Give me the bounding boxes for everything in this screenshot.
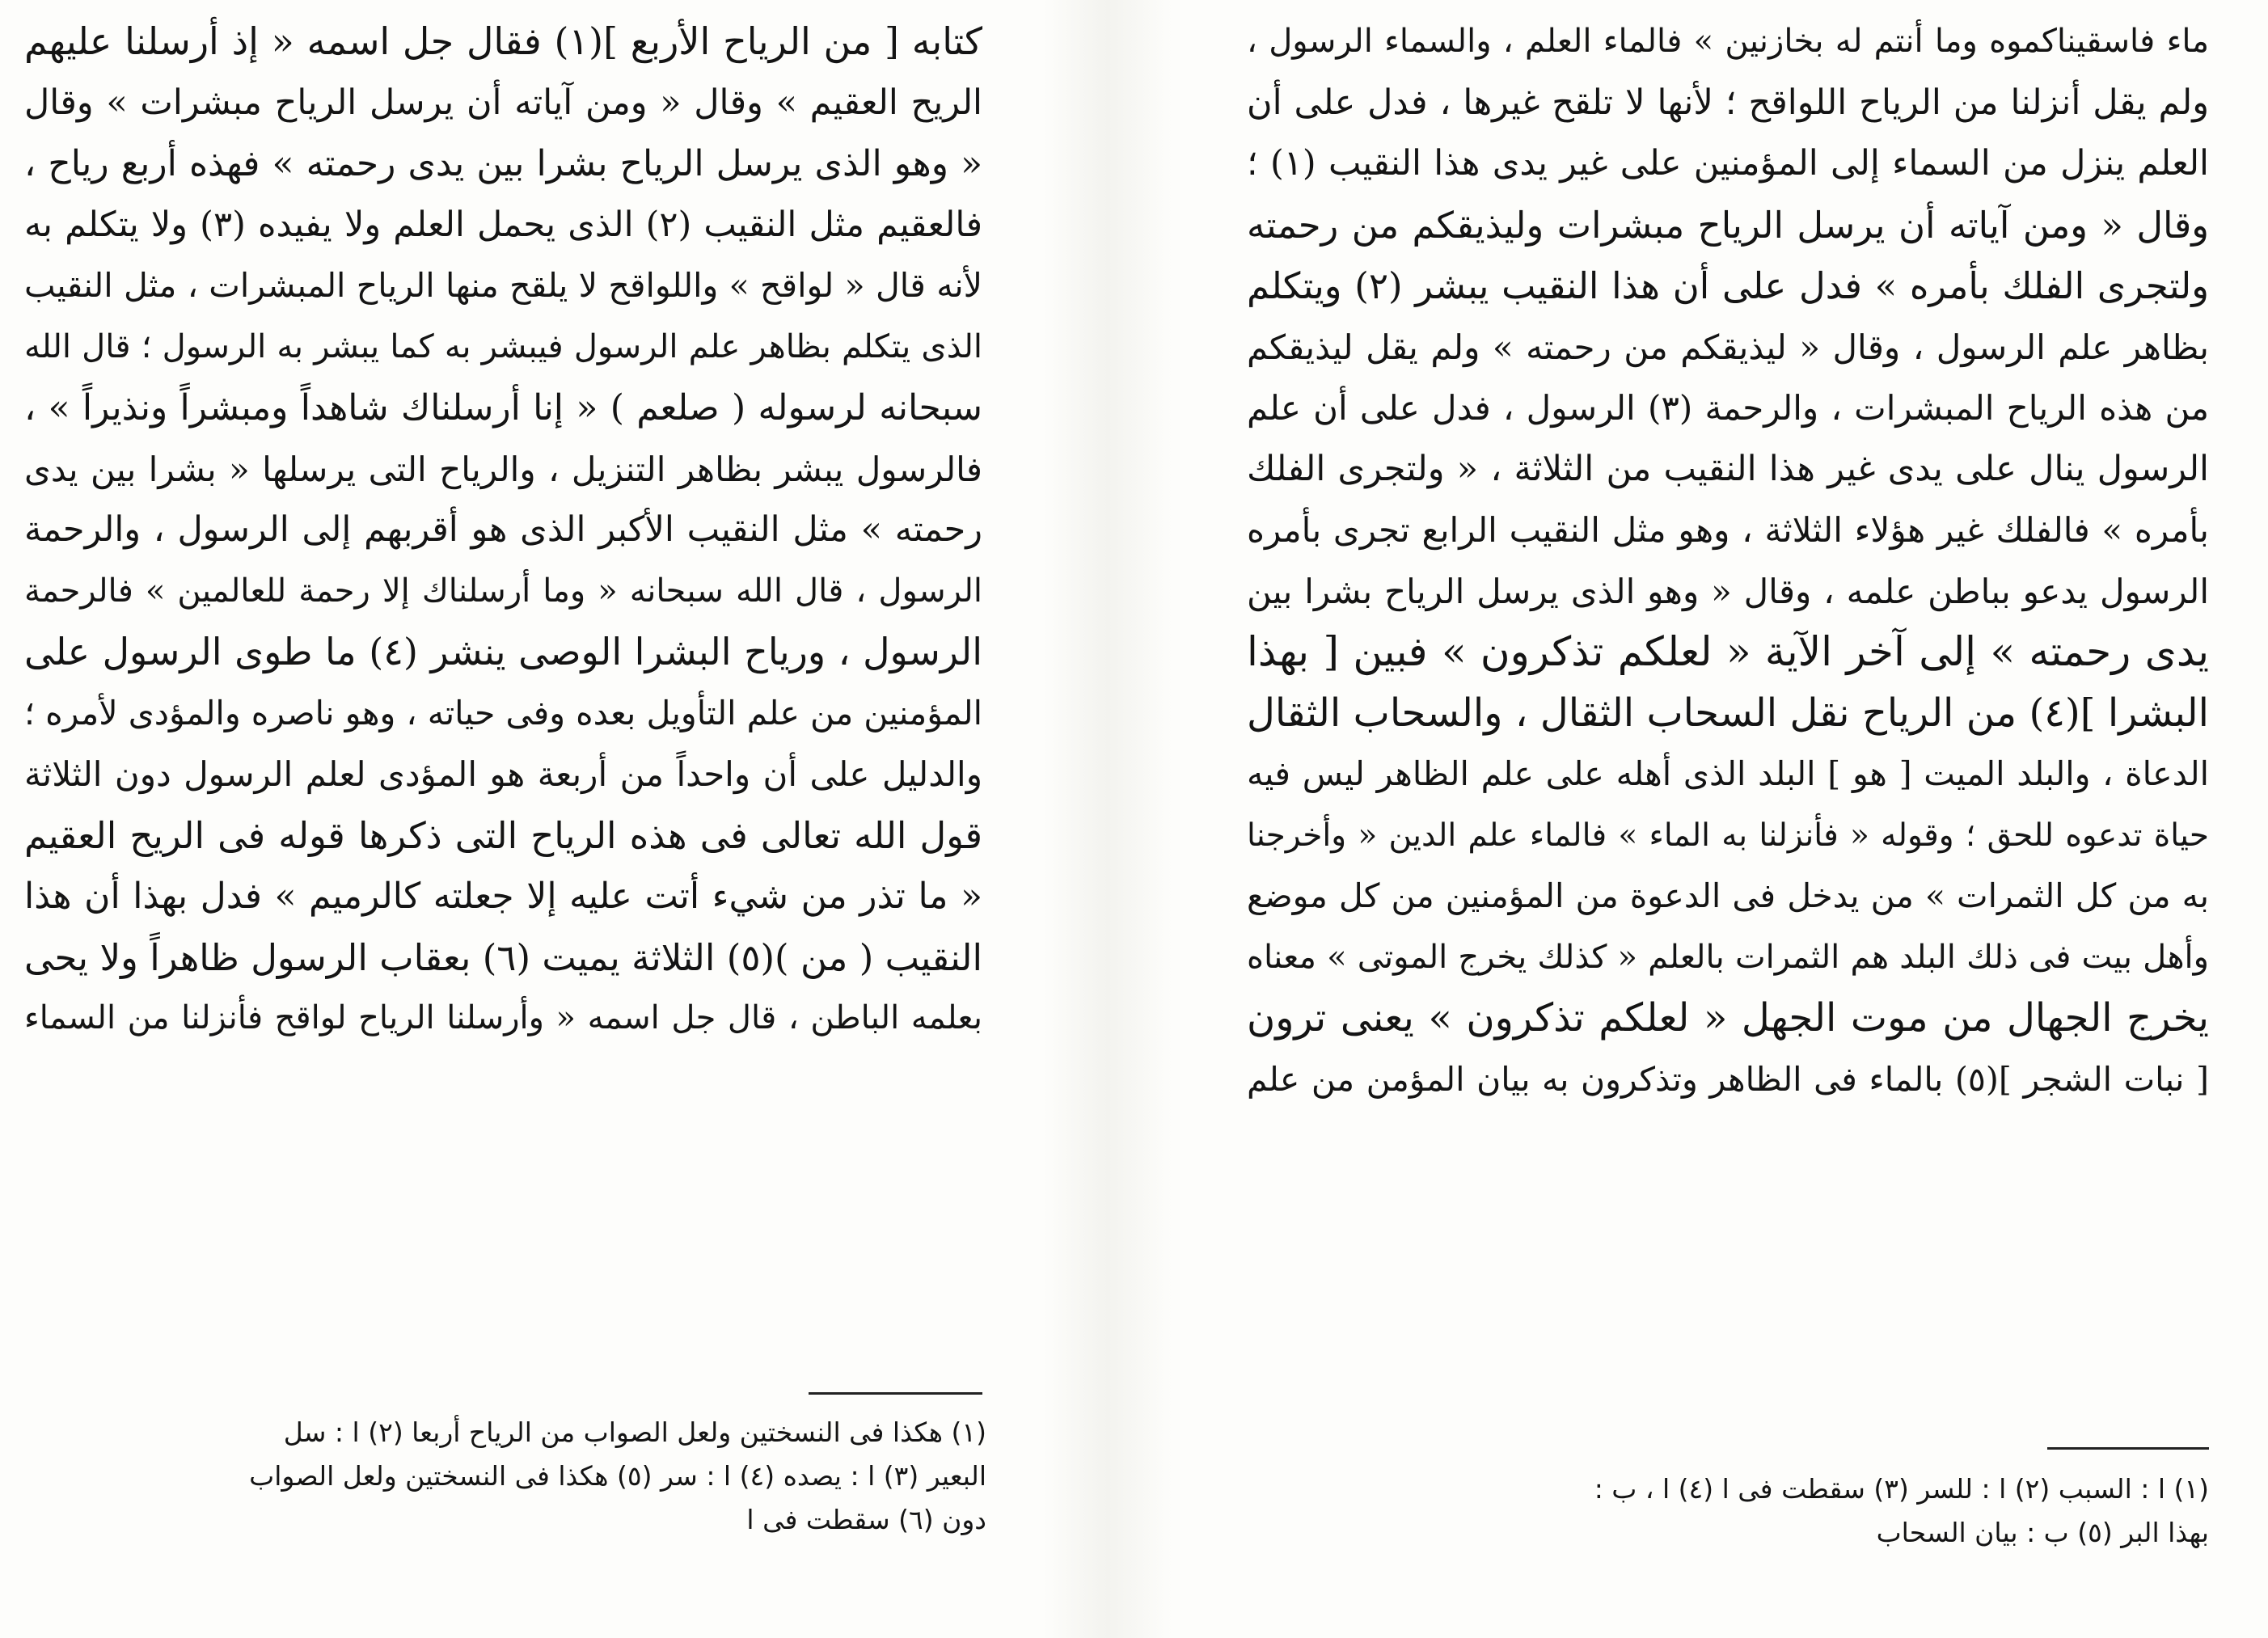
text-line: رحمته » مثل النقيب الأكبر الذى هو أقربهم إلى الرسول ، والرحمة (24, 509, 982, 550)
text-line: بظاهر علم الرسول ، وقال « ليذيقكم من رحمته » ولم يقل ليذيقكم (1247, 327, 2209, 367)
footnote-line: (١) ا : السبب (٢) ا : للسر (٣) سقطت فى ا (٤) ا ، ب : (1594, 1473, 2209, 1505)
text-line: سبحانه لرسوله ( صلعم ) « إنا أرسلناك شاهداً ومبشراً ونذيراً » ، (24, 387, 982, 428)
text-line: ولم يقل أنزلنا من الرياح اللواقح ؛ لأنها لا تلقح غيرها ، فدل على أن (1247, 82, 2209, 123)
text-line: ماء فاسقيناكموه وما أنتم له بخازنين » فالماء العلم ، والسماء الرسول ، (1247, 23, 2209, 60)
right-page-footnotes (1245, 1467, 2209, 1555)
text-line: بعلمه الباطن ، قال جل اسمه « وأرسلنا الرياح لواقح فأنزلنا من السماء (24, 999, 982, 1036)
right-page (1172, 0, 2268, 1638)
footnote-divider (809, 1392, 982, 1395)
text-line: الرسول ، قال الله سبحانه « وما أرسلناك إلا رحمة للعالمين » فالرحمة (24, 572, 982, 610)
text-line: النقيب ( من )(٥) الثلاثة يميت (٦) بعقاب الرسول ظاهراً ولا يحى (24, 935, 982, 979)
text-line: الدعاة ، والبلد الميت [ هو ] البلد الذى أهله على علم الظاهر ليس فيه (1247, 754, 2209, 793)
text-line: « وهو الذى يرسل الرياح بشرا بين يدى رحمته » فهذه أربع رياح ، (24, 143, 982, 184)
text-line: لأنه قال « لواقح » واللواقح لا يلقح منها الرياح المبشرات ، مثل النقيب (24, 266, 982, 305)
text-line: بأمره » فالفلك غير هؤلاء الثلاثة ، وهو مثل النقيب الرابع تجرى بأمره (1247, 510, 2209, 550)
text-line: الرسول ، ورياح البشرا الوصى ينشر (٤) ما طوى الرسول على (24, 630, 982, 673)
text-line: الذى يتكلم بظاهر علم الرسول فيبشر به كما يبشر به الرسول ؛ قال الله (24, 327, 982, 365)
left-page (0, 0, 1043, 1638)
left-page-footnotes (24, 1411, 986, 1542)
text-line: الريح العقيم » وقال « ومن آياته أن يرسل الرياح مبشرات » وقال (24, 82, 982, 123)
text-line: وأهل بيت فى ذلك البلد هم الثمرات بالعلم « كذلك يخرج الموتى » معناه (1247, 938, 2209, 976)
text-line: كتابه [ من الرياح الأربع ](١) فقال جل اسمه « إذ أرسلنا عليهم (24, 19, 982, 63)
footnote-line: بهذا البر (٥) ب : بيان السحاب (1876, 1517, 2209, 1548)
text-line: ولتجرى الفلك بأمره » فدل على أن هذا النقيب يبشر (٢) ويتكلم (1247, 264, 2209, 307)
footnote-line: البعير (٣) ا : يصده (٤) ا : سر (٥) هكذا فى النسختين ولعل الصواب (249, 1460, 986, 1492)
footnote-divider (2047, 1447, 2209, 1450)
text-line: من هذه الرياح المبشرات ، والرحمة (٣) الرسول ، فدل على أن علم (1247, 388, 2209, 428)
book-gutter (1043, 0, 1172, 1638)
text-line: يدى رحمته » إلى آخر الآية « لعلكم تذكرون » فبين [ بهذا (1247, 628, 2209, 675)
text-line: العلم ينزل من السماء إلى المؤمنين على غير يدى هذا النقيب (١) ؛ (1247, 143, 2209, 184)
text-line: حياة تدعوه للحق ؛ وقوله « فأنزلنا به الماء » فالماء علم الدين « وأخرجنا (1247, 817, 2209, 854)
text-line: [ نبات الشجر ](٥) بالماء فى الظاهر وتذكرون به بيان المؤمن من علم (1247, 1059, 2209, 1099)
text-line: قول الله تعالى فى هذه الرياح التى ذكرها قوله فى الريح العقيم (24, 813, 982, 857)
text-line: فالعقيم مثل النقيب (٢) الذى يحمل العلم ولا يفيده (٣) ولا يتكلم به (24, 204, 982, 245)
text-line: « ما تذر من شيء أتت عليه إلا جعلته كالرميم » فدل بهذا أن هذا (24, 876, 982, 917)
text-line: به من كل الثمرات » من يدخل فى الدعوة من المؤمنين من كل موضع (1247, 876, 2209, 915)
right-page-body (1247, 11, 2209, 1110)
text-line: فالرسول يبشر بظاهر التنزيل ، والرياح التى يرسلها « بشرا بين يدى (24, 449, 982, 489)
footnote-line: دون (٦) سقطت فى ا (746, 1504, 986, 1535)
text-line: الرسول يدعو بباطن علمه ، وقال « وهو الذى يرسل الرياح بشرا بين (1247, 571, 2209, 611)
text-line: وقال « ومن آياته أن يرسل الرياح مبشرات وليذيقكم من رحمته (1247, 203, 2209, 247)
text-line: يخرج الجهال من موت الجهل « لعلكم تذكرون » يعنى ترون (1247, 995, 2209, 1041)
text-line: المؤمنين من علم التأويل بعده وفى حياته ، وهو ناصره والمؤدى لأمره ؛ (24, 693, 982, 732)
footnote-line: (١) هكذا فى النسختين ولعل الصواب من الرياح أربعا (٢) ا : سل (283, 1416, 986, 1448)
text-line: والدليل على أن واحداً من أربعة هو المؤدى لعلم الرسول دون الثلاثة (24, 754, 982, 794)
text-line: البشرا ](٤) من الرياح نقل السحاب الثقال ، والسحاب الثقال (1247, 690, 2209, 736)
left-page-body (24, 11, 982, 1049)
text-line: الرسول ينال على يدى غير هذا النقيب من الثلاثة ، « ولتجرى الفلك (1247, 448, 2209, 489)
